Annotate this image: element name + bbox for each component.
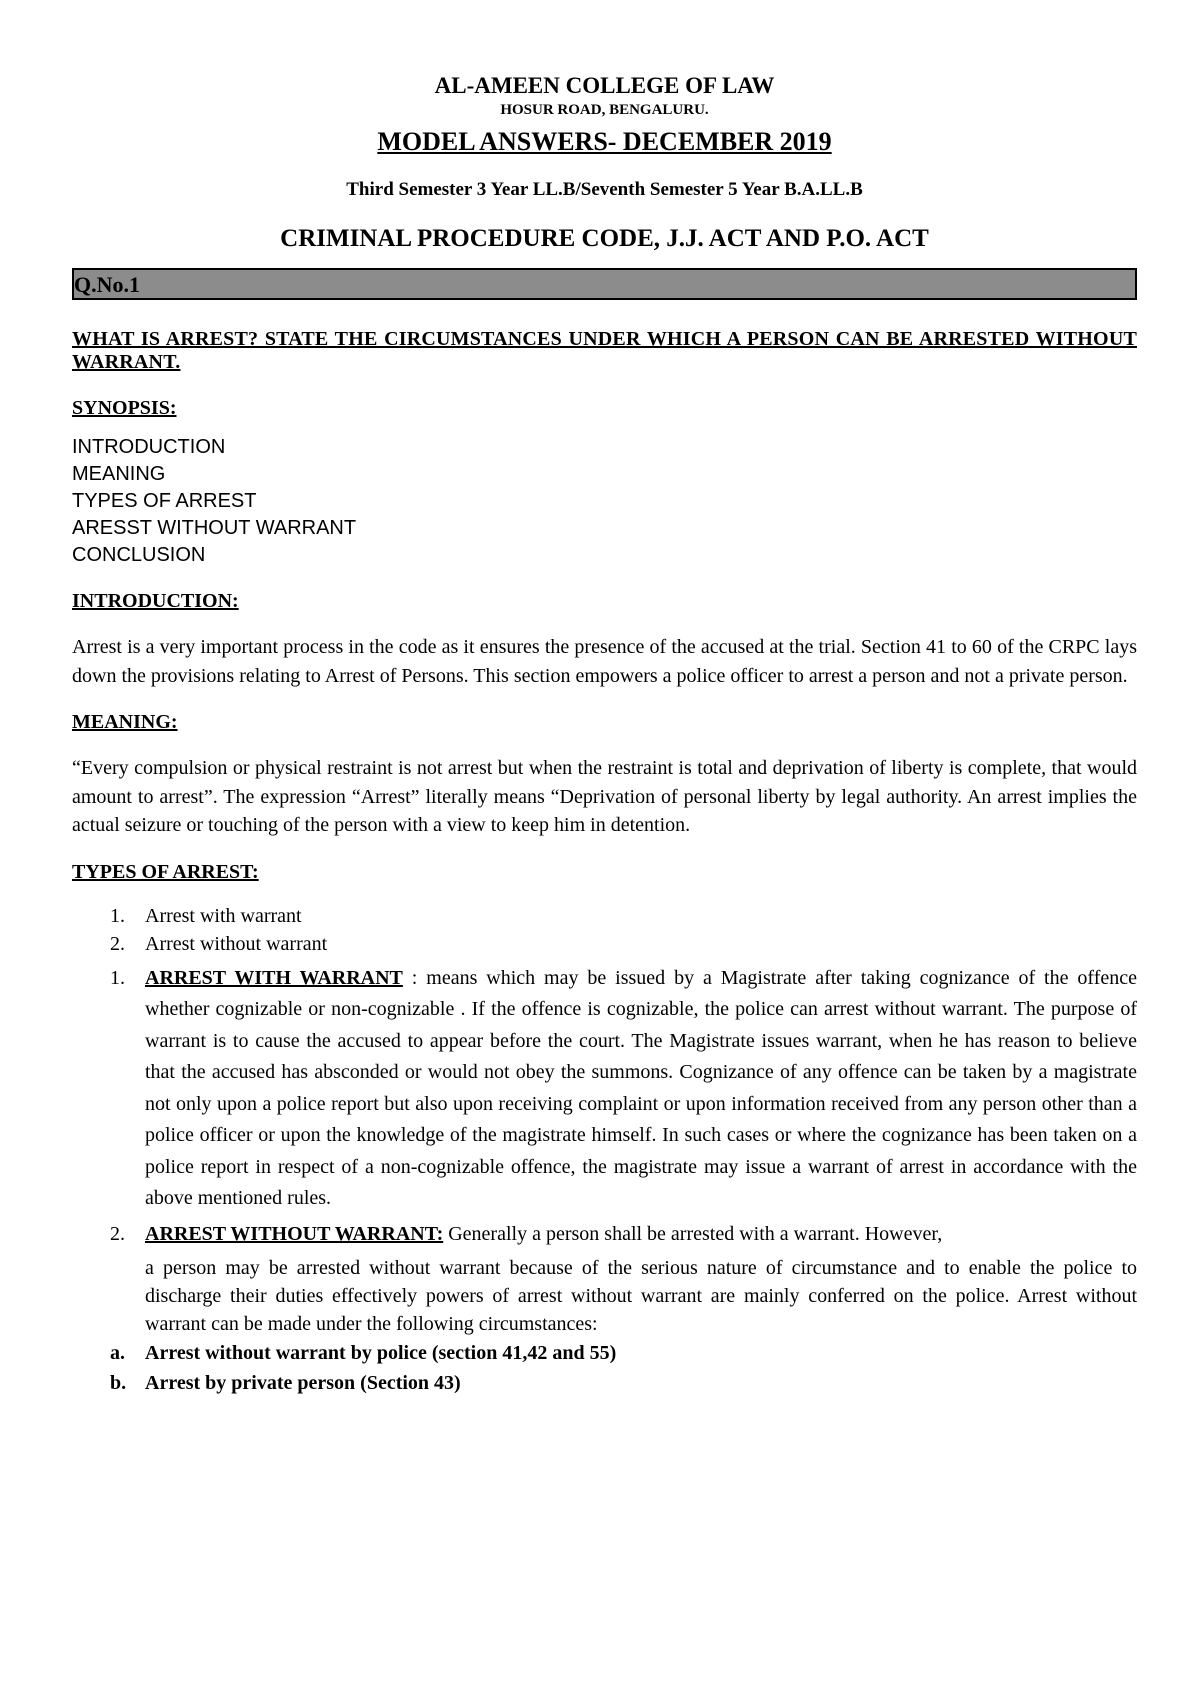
synopsis-item: TYPES OF ARREST xyxy=(72,490,257,512)
detail-text: : means which may be issued by a Magistrate after taking cognizance of the offence whether cognizable or non-cognizable . If the offence is cognizable, the police can arrest without warrant. The purpose of warrant is to cause the accused to appear before the court. The Magistrate issues warrant, when he has reason to believe that the accused has absconded or would not obey the summons. Cognizance of any offence can be taken by a magistrate not only upon a police report but also upon receiving complaint or upon information received from any person other than a police officer or upon the knowledge of the magistrate himself. In such cases or where the cognizance has been taken on a police report in respect of a non-cognizable offence, the magistrate may issue a warrant of arrest in accordance with the above mentioned rules. xyxy=(145,966,1137,1209)
question-number-bar xyxy=(72,268,1137,300)
synopsis-heading: SYNOPSIS: xyxy=(72,397,177,419)
question-number: Q.No.1 xyxy=(74,272,140,297)
synopsis-item: INTRODUCTION xyxy=(72,436,226,458)
synopsis-item: ARESST WITHOUT WARRANT xyxy=(72,517,357,539)
detail-number: 2. xyxy=(110,1222,125,1245)
sub-item-letter: b. xyxy=(110,1372,127,1394)
list-number: 1. xyxy=(110,904,125,927)
college-address: HOSUR ROAD, BENGALURU. xyxy=(500,102,709,118)
subject-title: CRIMINAL PROCEDURE CODE, J.J. ACT AND P.O. ACT xyxy=(280,225,929,252)
detail-item-with-warrant xyxy=(72,963,1137,1215)
detail-title: ARREST WITH WARRANT xyxy=(145,966,403,989)
document-title: MODEL ANSWERS- DECEMBER 2019 xyxy=(377,127,832,156)
types-list xyxy=(72,902,1137,959)
list-item-text: Arrest with warrant xyxy=(145,904,302,927)
sub-item xyxy=(72,1368,1137,1398)
synopsis-list xyxy=(72,434,1137,569)
sub-item-letter: a. xyxy=(110,1342,125,1364)
question-text: WHAT IS ARREST? STATE THE CIRCUMSTANCES UNDER WHICH A PERSON CAN BE ARRESTED WITHOUT WARRANT. xyxy=(72,328,1137,373)
sub-item-text: Arrest by private person (Section 43) xyxy=(145,1372,461,1394)
sub-item xyxy=(72,1338,1137,1368)
detail-text: Generally a person shall be arrested with a warrant. However, xyxy=(443,1222,943,1245)
list-item xyxy=(72,902,1137,931)
introduction-paragraph: Arrest is a very important process in the code as it ensures the presence of the accused at the trial. Section 41 to 60 of the CRPC lays down the provisions relating to Arrest of Persons. This section empowers a police officer to arrest a person and not a private person. xyxy=(72,636,1137,687)
introduction-heading: INTRODUCTION: xyxy=(72,590,239,612)
detail-number: 1. xyxy=(110,966,125,989)
meaning-heading: MEANING: xyxy=(72,711,178,733)
synopsis-item: MEANING xyxy=(72,463,166,485)
detail-continuation: a person may be arrested without warrant because of the serious nature of circumstance and to enable the police to discharge their duties effectively powers of arrest without warrant are mainly conferred on the police. Arrest without warrant can be made under the following circumstances: xyxy=(145,1257,1137,1335)
sub-item-text: Arrest without warrant by police (section 41,42 and 55) xyxy=(145,1342,617,1364)
synopsis-item: CONCLUSION xyxy=(72,544,206,566)
semester-line: Third Semester 3 Year LL.B/Seventh Semester 5 Year B.A.LL.B xyxy=(346,179,863,200)
list-number: 2. xyxy=(110,933,125,955)
college-name: AL-AMEEN COLLEGE OF LAW xyxy=(434,73,775,98)
detail-item-without-warrant xyxy=(72,1219,1137,1251)
document-page xyxy=(72,72,1137,1398)
document-header xyxy=(72,72,1137,254)
types-heading: TYPES OF ARREST: xyxy=(72,860,259,883)
detail-title: ARREST WITHOUT WARRANT: xyxy=(145,1222,444,1245)
meaning-paragraph: “Every compulsion or physical restraint is not arrest but when the restraint is total and deprivation of liberty is complete, that would amount to arrest”. The expression “Arrest” literally means “Deprivation of personal liberty by legal authority. An arrest implies the actual seizure or touching of the person with a view to keep him in detention. xyxy=(72,757,1137,836)
list-item xyxy=(72,930,1137,959)
list-item-text: Arrest without warrant xyxy=(145,933,328,955)
